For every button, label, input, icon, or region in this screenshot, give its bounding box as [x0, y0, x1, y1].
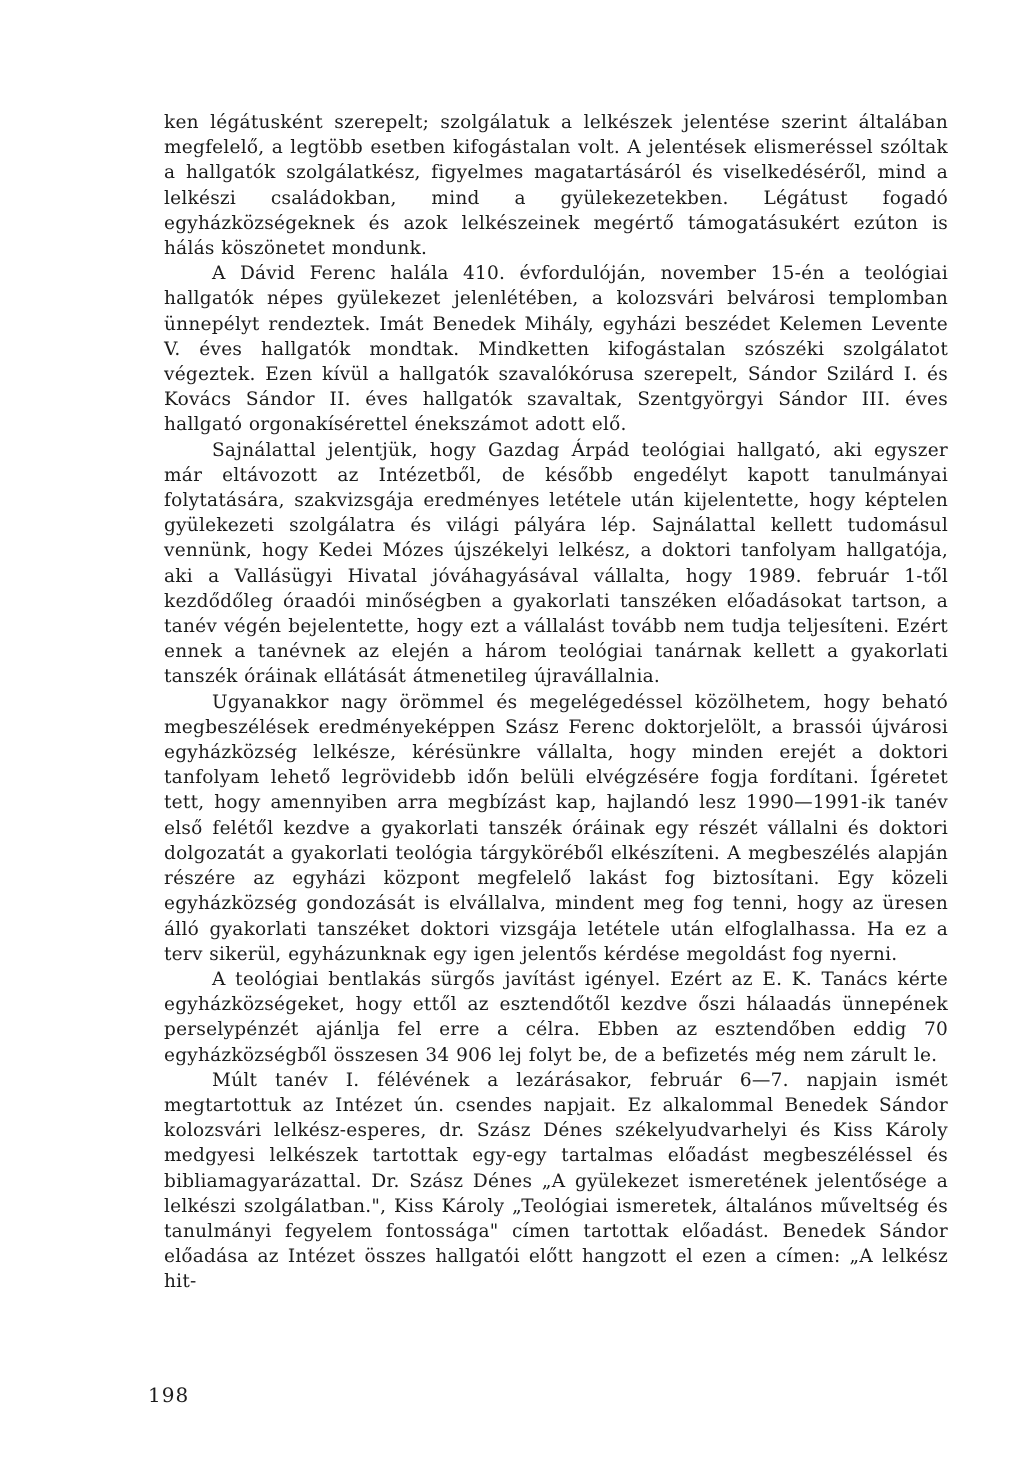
paragraph-6: Múlt tanév I. félévének a lezárásakor, február 6—7. napjain ismét megtartottuk az Intézet ún. csendes napjait. Ez alkalommal Benedek Sándor kolozsvári lelkész-esperes, dr. Szász Dénes székelyudvarhelyi és Kiss Károly medgyesi lelkészek tartottak egy-egy tartalmas előadást megbeszéléssel és bibliamagyarázattal. Dr. Szász Dénes „A gyülekezet ismeretének jelentősége a lelkészi szolgálatban.", Kiss Károly „Teológiai ismeretek, általános műveltség és tanulmányi fegyelem fontossága" címen tartottak előadást. Benedek Sándor előadása az Intézet összes hallgatói előtt hangzott el ezen a címen: „A lelkész hit-: [164, 1069, 948, 1293]
body-text: [164, 110, 948, 1295]
paragraph-2: A Dávid Ferenc halála 410. évfordulóján, november 15-én a teológiai hallgatók népes gyülekezet jelenlétében, a kolozsvári belvárosi templomban ünnepélyt rendeztek. Imát Benedek Mihály, egyházi beszédet Kelemen Levente V. éves hallgatók mondtak. Mindketten kifogástalan szószéki szolgálatot végeztek. Ezen kívül a hallgatók szavalókórusa szerepelt, Sándor Szilárd I. és Kovács Sándor II. éves hallgatók szavaltak, Szentgyörgyi Sándor III. éves hallgató orgonakísérettel énekszámot adott elő.: [164, 263, 948, 436]
paragraph-4: Ugyanakkor nagy örömmel és megelégedéssel közölhetem, hogy beható megbeszélések eredményeképpen Szász Ferenc doktorjelölt, a brassói újvárosi egyházközség lelkésze, kérésünkre vállalta, hogy minden erejét a doktori tanfolyam lehető legrövidebb időn belüli elvégzésére fogja fordítani. Ígéretet tett, hogy amennyiben arra megbízást kap, hajlandó lesz 1990—1991-ik tanév első felétől kezdve a gyakorlati tanszék óráinak egy részét vállalni és doktori dolgozatát a gyakorlati teológia tárgyköréből elkészíteni. A megbeszélés alapján részére az egyházi központ megfelelő lakást fog biztosítani. Egy közeli egyházközség gondozását is elvállalva, mindent meg fog tenni, hogy az üresen álló gyakorlati tanszéket doktori vizsgája letétele után elfoglalhassa. Ha ez a terv sikerül, egyházunknak egy igen jelentős kérdése megoldást fog nyerni.: [164, 691, 948, 965]
paragraph-5: A teológiai bentlakás sürgős javítást igényel. Ezért az E. K. Tanács kérte egyházközségeket, hogy ettől az esztendőtől kezdve őszi hálaadás ünnepének perselypénzét ajánlja fel erre a célra. Ebben az esztendőben eddig 70 egyházközségből összesen 34 906 lej folyt be, de a befizetés még nem zárult le.: [164, 968, 948, 1066]
paragraph-1: ken légátusként szerepelt; szolgálatuk a lelkészek jelentése szerint általában megfelelő, a legtöbb esetben kifogástalan volt. A jelentések elismeréssel szóltak a hallgatók szolgálatkész, figyelmes magatartásáról és viselkedéséről, mind a lelkészi családokban, mind a gyülekezetekben. Légátust fogadó egyházközségeknek és azok lelkészeinek megértő támogatásukért ezúton is hálás köszönetet mondunk.: [164, 112, 948, 260]
paragraph-3: Sajnálattal jelentjük, hogy Gazdag Árpád teológiai hallgató, aki egyszer már eltávozott az Intézetből, de később engedélyt kapott tanulmányai folytatására, szakvizsgája eredményes letétele után kijelentette, hogy képtelen gyülekezeti szolgálatra és világi pályára lép. Sajnálattal kellett tudomásul vennünk, hogy Kedei Mózes újszékelyi lelkész, a doktori tanfolyam hallgatója, aki a Vallásügyi Hivatal jóváhagyásával vállalta, hogy 1989. február 1-től kezdődőleg óraadói minőségben a gyakorlati tanszéken előadásokat tartson, a tanév végén bejelentette, hogy ezt a vállalást tovább nem tudja teljesíteni. Ezért ennek a tanévnek az elején a három teológiai tanárnak kellett a gyakorlati tanszék óráinak ellátását átmenetileg újravállalnia.: [164, 439, 948, 688]
page-number: 198: [148, 1383, 190, 1407]
